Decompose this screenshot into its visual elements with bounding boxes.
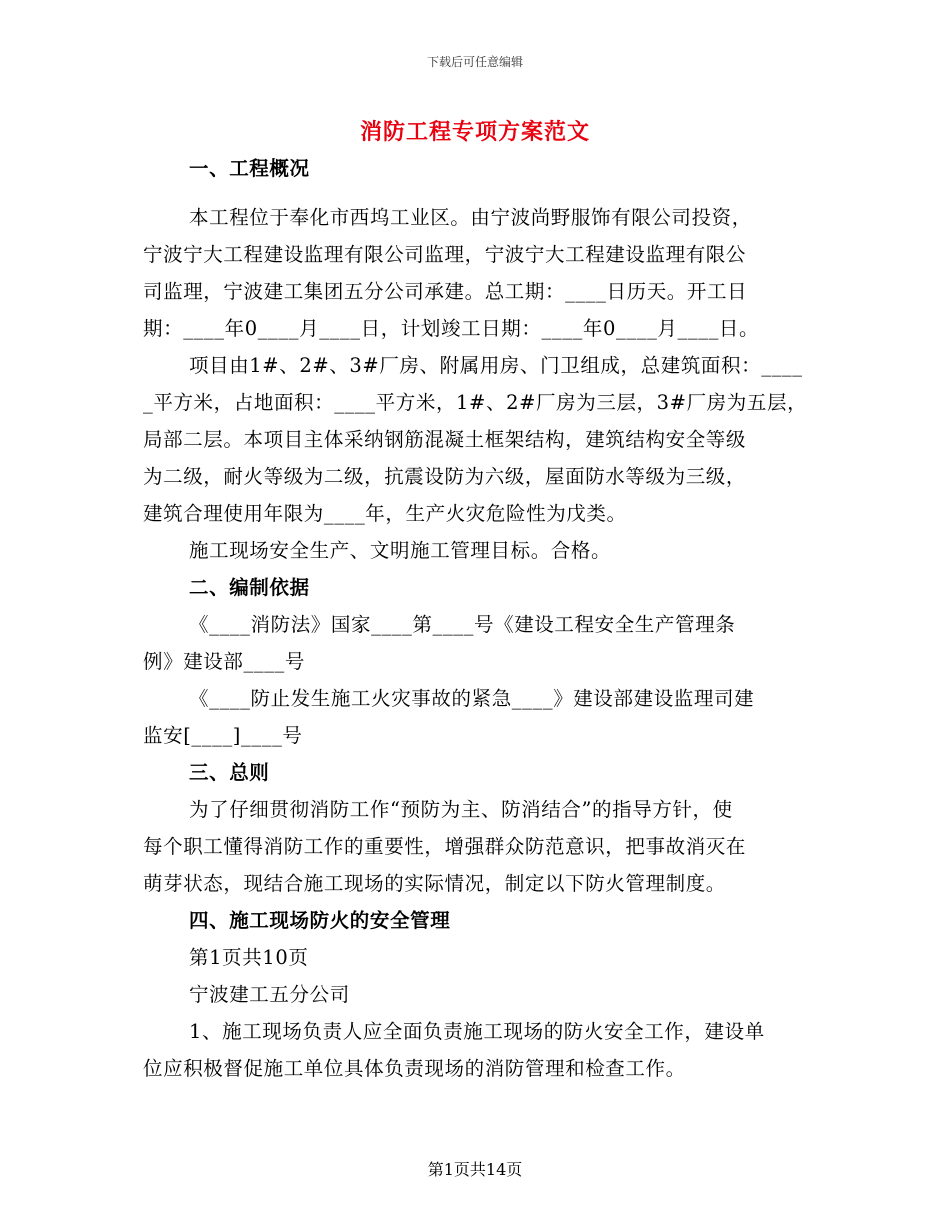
paragraph-line: 项目由1#、2#、3#厂房、附属用房、门卫组成，总建筑面积：____ <box>189 354 803 377</box>
paragraph-line: 监安[____]____号 <box>143 724 303 747</box>
paragraph-line: 1、施工现场负责人应全面负责施工现场的防火安全工作，建设单 <box>189 1020 765 1043</box>
section-heading-3: 三、总则 <box>189 761 270 784</box>
page-header: 下载后可任意编辑 <box>426 55 523 69</box>
paragraph-line: 例》建设部____号 <box>143 650 305 673</box>
paragraph-line: 司监理，宁波建工集团五分公司承建。总工期：____日历天。开工日 <box>143 280 748 303</box>
paragraph-line: 施工现场安全生产、文明施工管理目标。合格。 <box>189 539 612 562</box>
page-footer: 第1页共14页 <box>427 1160 523 1179</box>
document-body <box>143 150 823 1087</box>
paragraph-line: 宁波宁大工程建设监理有限公司监理，宁波宁大工程建设监理有限公 <box>143 243 747 266</box>
company-name: 宁波建工五分公司 <box>189 983 350 1006</box>
paragraph-line: 位应积极督促施工单位具体负责现场的消防管理和检查工作。 <box>143 1057 686 1080</box>
section-heading-1: 一、工程概况 <box>189 157 310 180</box>
paragraph-line: 本工程位于奉化市西坞工业区。由宁波尚野服饰有限公司投资， <box>189 206 752 229</box>
paragraph-line: 每个职工懂得消防工作的重要性，增强群众防范意识，把事故消灭在 <box>143 835 747 858</box>
paragraph-line: 《____消防法》国家____第____号《建设工程安全生产管理条 <box>189 613 736 636</box>
document-title: 消防工程专项方案范文 <box>359 119 590 145</box>
paragraph-line: 《____防止发生施工火灾事故的紧急____》建设部建设监理司建 <box>189 687 755 710</box>
paragraph-line: 萌芽状态，现结合施工现场的实际情况，制定以下防火管理制度。 <box>143 872 726 895</box>
paragraph-line: 为了仔细贯彻消防工作“预防为主、防消结合”的指导方针，使 <box>189 798 733 821</box>
paragraph-line: 局部二层。本项目主体采纳钢筋混凝土框架结构，建筑结构安全等级 <box>143 428 747 451</box>
paragraph-line: 建筑合理使用年限为____年，生产火灾危险性为戊类。 <box>143 502 627 525</box>
section-heading-4: 四、施工现场防火的安全管理 <box>189 909 451 932</box>
paragraph-line: _平方米，占地面积：____平方米，1#、2#厂房为三层，3#厂房为五层， <box>143 391 808 414</box>
paragraph-line: 期：____年0____月____日，计划竣工日期：____年0____月____日。 <box>143 317 760 340</box>
inner-page-number: 第1页共10页 <box>189 946 309 969</box>
section-heading-2: 二、编制依据 <box>189 576 310 599</box>
paragraph-line: 为二级，耐火等级为二级，抗震设防为六级，屋面防水等级为三级， <box>143 465 747 488</box>
